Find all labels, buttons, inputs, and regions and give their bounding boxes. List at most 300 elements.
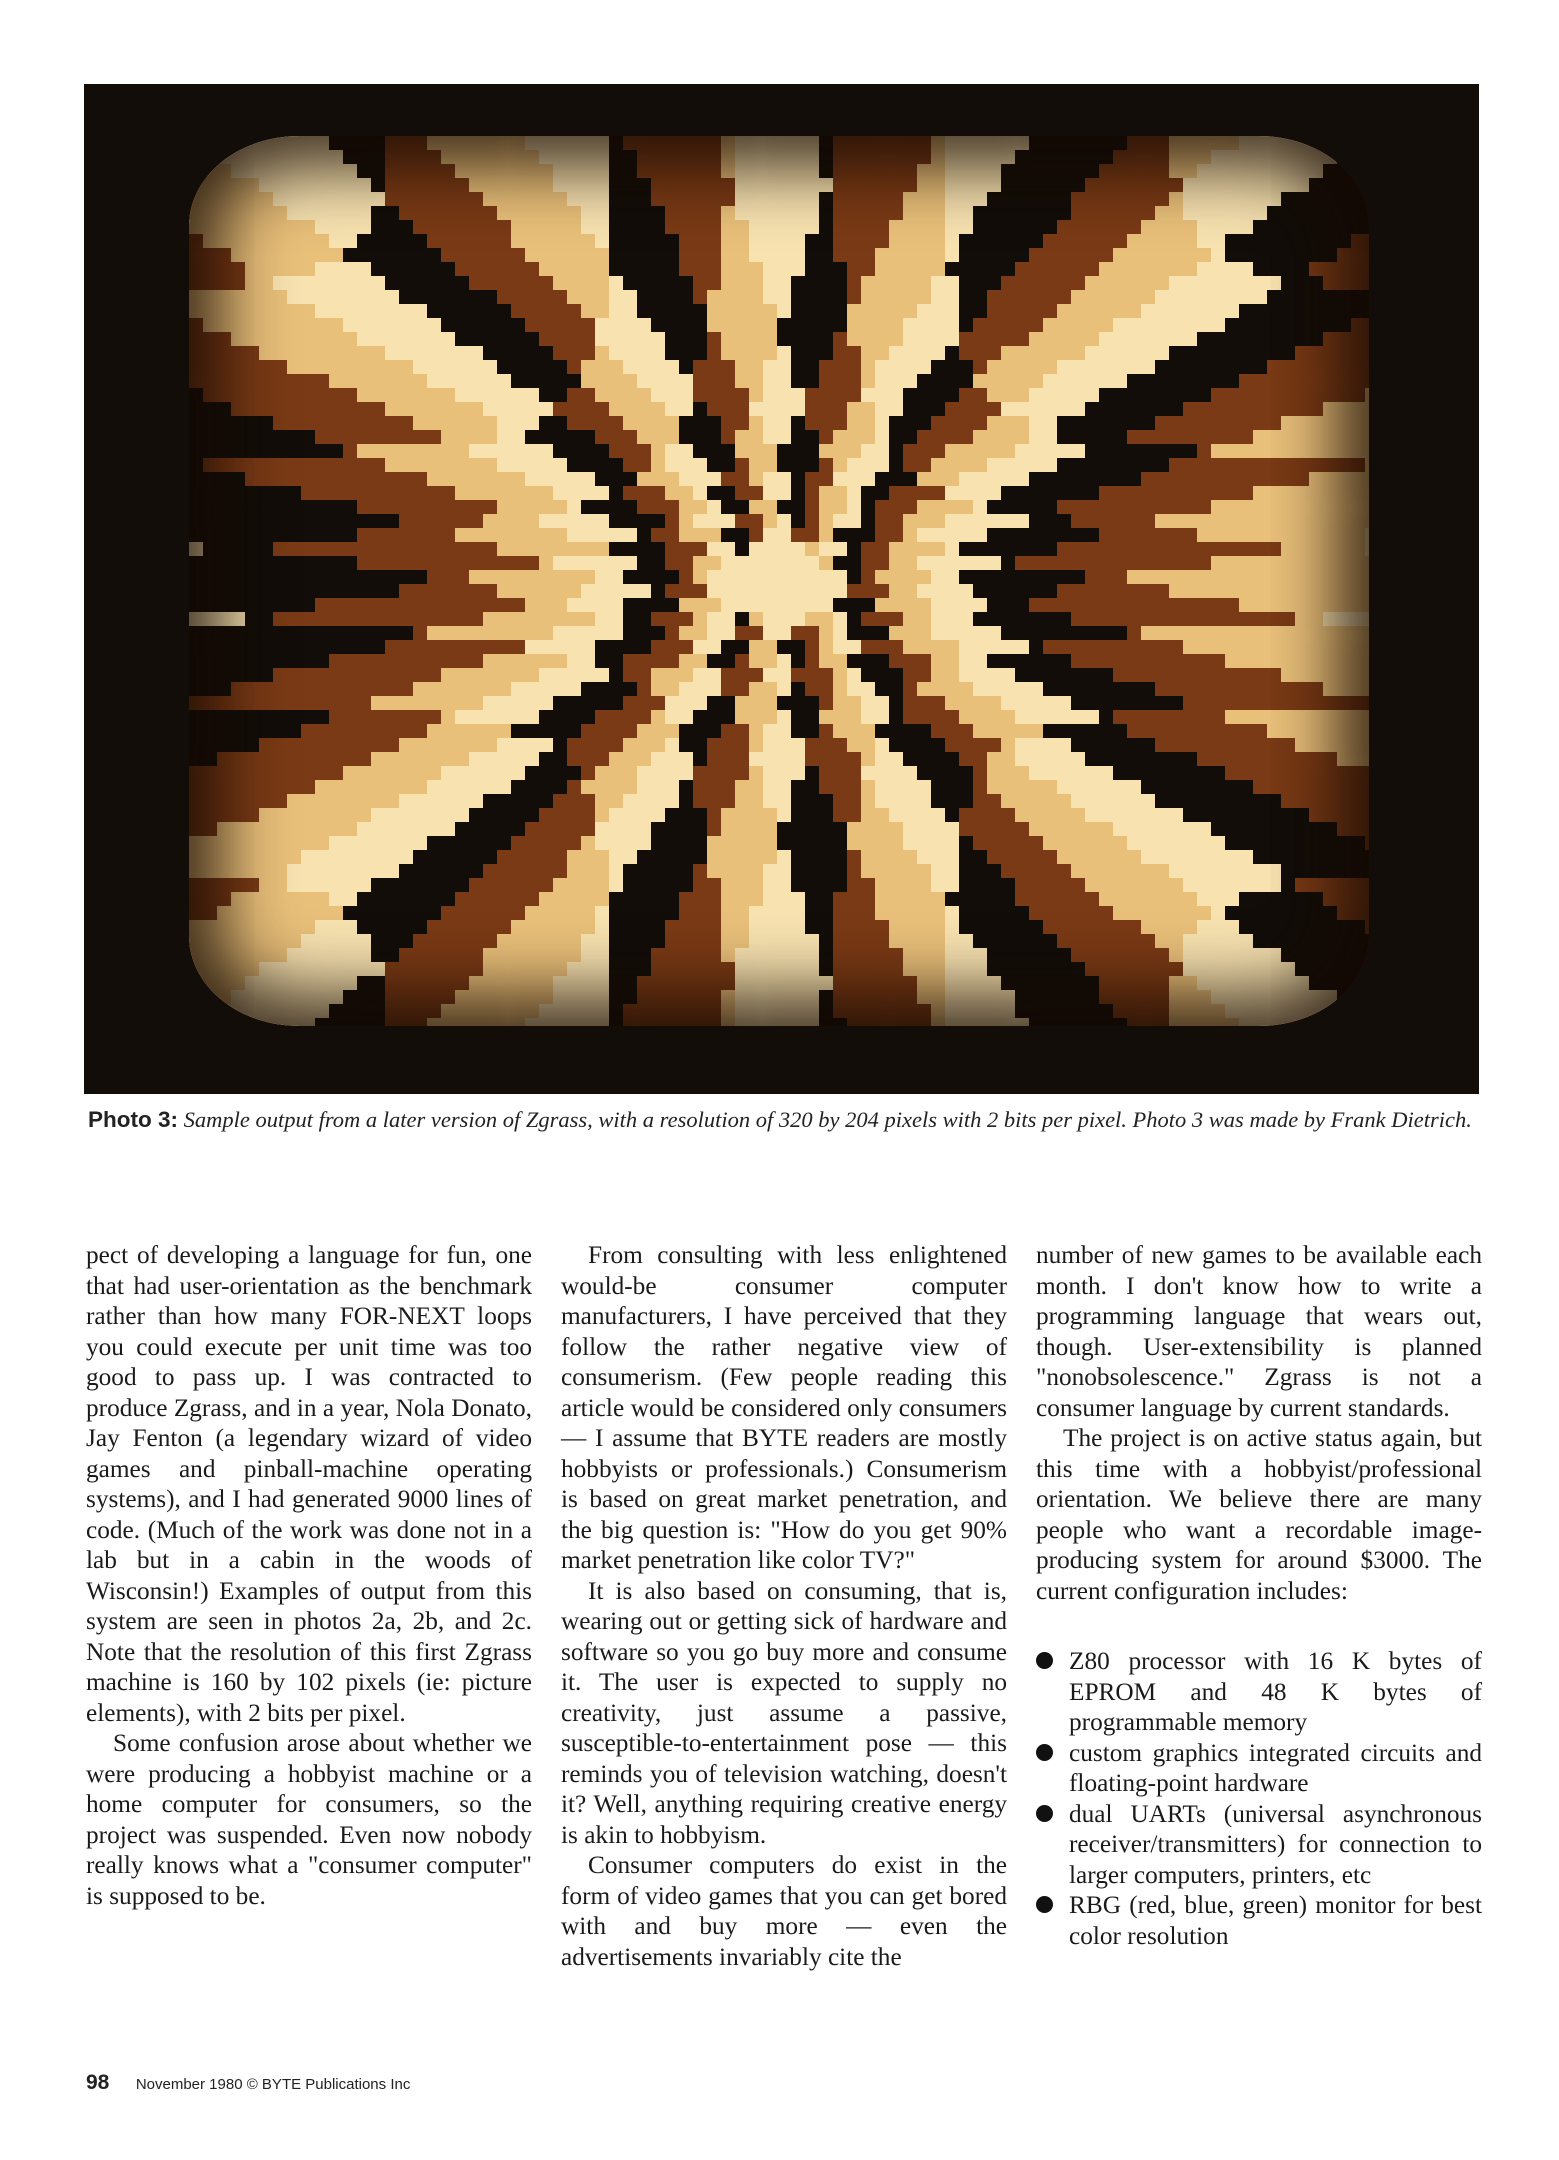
pattern-pixel: [847, 752, 861, 766]
pattern-pixel: [1071, 402, 1085, 416]
pattern-pixel: [763, 822, 777, 836]
pattern-pixel: [287, 584, 301, 598]
pattern-pixel: [273, 626, 287, 640]
pattern-pixel: [413, 892, 427, 906]
pattern-pixel: [189, 332, 203, 346]
pattern-pixel: [259, 696, 273, 710]
pattern-pixel: [427, 696, 441, 710]
pattern-pixel: [1043, 710, 1057, 724]
pattern-pixel: [805, 472, 819, 486]
pattern-pixel: [259, 234, 273, 248]
pattern-pixel: [931, 248, 945, 262]
pattern-pixel: [721, 696, 735, 710]
pattern-pixel: [385, 472, 399, 486]
pattern-pixel: [735, 500, 749, 514]
pattern-pixel: [259, 808, 273, 822]
pattern-pixel: [721, 276, 735, 290]
pattern-pixel: [1239, 444, 1253, 458]
pattern-pixel: [1001, 878, 1015, 892]
pattern-pixel: [525, 864, 539, 878]
pattern-pixel: [441, 850, 455, 864]
pattern-pixel: [1183, 430, 1197, 444]
pattern-pixel: [427, 234, 441, 248]
pattern-pixel: [497, 192, 511, 206]
pattern-pixel: [1085, 654, 1099, 668]
pattern-pixel: [1029, 136, 1043, 150]
pattern-pixel: [301, 612, 315, 626]
pattern-pixel: [1001, 164, 1015, 178]
pattern-pixel: [315, 626, 329, 640]
pattern-pixel: [203, 374, 217, 388]
pattern-pixel: [343, 808, 357, 822]
pattern-pixel: [1253, 136, 1267, 150]
pattern-pixel: [707, 654, 721, 668]
pattern-pixel: [1183, 388, 1197, 402]
pattern-pixel: [1043, 850, 1057, 864]
pattern-pixel: [847, 556, 861, 570]
pattern-pixel: [1323, 318, 1337, 332]
pattern-pixel: [1295, 668, 1309, 682]
pattern-pixel: [371, 934, 385, 948]
pattern-pixel: [1253, 542, 1267, 556]
pattern-pixel: [413, 374, 427, 388]
pattern-pixel: [1029, 220, 1043, 234]
pattern-pixel: [609, 430, 623, 444]
pattern-pixel: [1015, 542, 1029, 556]
pattern-pixel: [721, 892, 735, 906]
pattern-pixel: [1057, 598, 1071, 612]
pattern-pixel: [1113, 528, 1127, 542]
pattern-pixel: [385, 766, 399, 780]
pattern-pixel: [861, 472, 875, 486]
pattern-pixel: [721, 178, 735, 192]
pattern-pixel: [679, 696, 693, 710]
pattern-pixel: [525, 318, 539, 332]
pattern-pixel: [609, 556, 623, 570]
pattern-pixel: [833, 402, 847, 416]
pattern-pixel: [1155, 710, 1169, 724]
pattern-pixel: [1197, 290, 1211, 304]
pattern-pixel: [609, 416, 623, 430]
pattern-pixel: [693, 878, 707, 892]
pattern-pixel: [1099, 682, 1113, 696]
pattern-pixel: [343, 388, 357, 402]
pattern-pixel: [917, 388, 931, 402]
pattern-pixel: [1071, 850, 1085, 864]
pattern-pixel: [763, 290, 777, 304]
pattern-pixel: [1113, 360, 1127, 374]
pattern-pixel: [315, 220, 329, 234]
pattern-pixel: [945, 542, 959, 556]
pattern-pixel: [217, 682, 231, 696]
pattern-pixel: [1281, 374, 1295, 388]
pattern-pixel: [903, 374, 917, 388]
pattern-pixel: [385, 248, 399, 262]
pattern-pixel: [735, 836, 749, 850]
pattern-pixel: [483, 948, 497, 962]
pattern-pixel: [861, 318, 875, 332]
pattern-pixel: [679, 892, 693, 906]
pattern-pixel: [469, 710, 483, 724]
pattern-pixel: [889, 150, 903, 164]
pattern-pixel: [525, 430, 539, 444]
pattern-pixel: [231, 444, 245, 458]
pattern-pixel: [413, 178, 427, 192]
pattern-pixel: [427, 374, 441, 388]
pattern-pixel: [329, 318, 343, 332]
pattern-pixel: [287, 906, 301, 920]
pattern-pixel: [959, 724, 973, 738]
pattern-pixel: [1127, 906, 1141, 920]
pattern-pixel: [1281, 276, 1295, 290]
pattern-pixel: [413, 850, 427, 864]
pattern-pixel: [791, 444, 805, 458]
pattern-pixel: [1267, 822, 1281, 836]
pattern-pixel: [1113, 668, 1127, 682]
pattern-pixel: [497, 486, 511, 500]
pattern-pixel: [1071, 444, 1085, 458]
pattern-pixel: [1057, 822, 1071, 836]
pattern-pixel: [1155, 206, 1169, 220]
pattern-pixel: [1015, 472, 1029, 486]
pattern-pixel: [1141, 500, 1155, 514]
pattern-pixel: [525, 654, 539, 668]
pattern-pixel: [539, 724, 553, 738]
pattern-pixel: [721, 262, 735, 276]
pattern-pixel: [847, 920, 861, 934]
pattern-pixel: [385, 150, 399, 164]
pattern-pixel: [413, 346, 427, 360]
pattern-pixel: [1183, 696, 1197, 710]
pattern-pixel: [483, 570, 497, 584]
pattern-pixel: [385, 220, 399, 234]
pattern-pixel: [819, 304, 833, 318]
pattern-pixel: [1267, 388, 1281, 402]
pattern-pixel: [833, 542, 847, 556]
pattern-pixel: [245, 500, 259, 514]
pattern-pixel: [525, 346, 539, 360]
pattern-pixel: [903, 836, 917, 850]
pattern-pixel: [595, 934, 609, 948]
pattern-pixel: [1127, 206, 1141, 220]
pattern-pixel: [1141, 934, 1155, 948]
pattern-pixel: [833, 836, 847, 850]
pattern-pixel: [735, 724, 749, 738]
pattern-pixel: [259, 402, 273, 416]
pattern-pixel: [1183, 150, 1197, 164]
pattern-pixel: [1001, 668, 1015, 682]
pattern-pixel: [1099, 822, 1113, 836]
pattern-pixel: [1043, 920, 1057, 934]
pattern-pixel: [1085, 640, 1099, 654]
pattern-pixel: [707, 136, 721, 150]
pattern-pixel: [371, 332, 385, 346]
pattern-pixel: [469, 640, 483, 654]
pattern-pixel: [1085, 836, 1099, 850]
pattern-pixel: [273, 360, 287, 374]
pattern-pixel: [273, 920, 287, 934]
pattern-pixel: [581, 164, 595, 178]
pattern-pixel: [833, 822, 847, 836]
pattern-pixel: [819, 136, 833, 150]
pattern-pixel: [329, 500, 343, 514]
pattern-pixel: [707, 542, 721, 556]
pattern-pixel: [1085, 738, 1099, 752]
pattern-pixel: [665, 500, 679, 514]
pattern-pixel: [987, 682, 1001, 696]
pattern-pixel: [1085, 402, 1099, 416]
pattern-pixel: [525, 164, 539, 178]
pattern-pixel: [497, 444, 511, 458]
pattern-pixel: [945, 766, 959, 780]
pattern-pixel: [791, 864, 805, 878]
pattern-pixel: [441, 570, 455, 584]
pattern-pixel: [455, 318, 469, 332]
pattern-pixel: [441, 696, 455, 710]
pattern-pixel: [735, 696, 749, 710]
pattern-pixel: [1365, 920, 1369, 934]
pattern-pixel: [413, 360, 427, 374]
pattern-pixel: [679, 178, 693, 192]
pattern-pixel: [1323, 682, 1337, 696]
pattern-pixel: [651, 276, 665, 290]
pattern-pixel: [805, 598, 819, 612]
pattern-pixel: [763, 500, 777, 514]
pattern-pixel: [1029, 514, 1043, 528]
pattern-pixel: [805, 906, 819, 920]
pattern-pixel: [511, 710, 525, 724]
pattern-pixel: [847, 486, 861, 500]
pattern-pixel: [875, 262, 889, 276]
pattern-pixel: [1197, 136, 1211, 150]
pattern-pixel: [945, 934, 959, 948]
pattern-pixel: [693, 850, 707, 864]
pattern-pixel: [819, 220, 833, 234]
pattern-pixel: [763, 178, 777, 192]
pattern-pixel: [1043, 360, 1057, 374]
pattern-pixel: [231, 290, 245, 304]
pattern-pixel: [693, 864, 707, 878]
pattern-pixel: [931, 164, 945, 178]
pattern-pixel: [441, 556, 455, 570]
pattern-pixel: [777, 598, 791, 612]
pattern-pixel: [343, 430, 357, 444]
pattern-pixel: [427, 430, 441, 444]
pattern-pixel: [1239, 934, 1253, 948]
pattern-pixel: [693, 682, 707, 696]
pattern-pixel: [819, 542, 833, 556]
pattern-pixel: [1043, 878, 1057, 892]
pattern-pixel: [343, 570, 357, 584]
pattern-pixel: [1239, 430, 1253, 444]
pattern-pixel: [539, 220, 553, 234]
pattern-pixel: [455, 220, 469, 234]
pattern-pixel: [455, 570, 469, 584]
pattern-pixel: [1253, 374, 1267, 388]
pattern-pixel: [609, 766, 623, 780]
pattern-pixel: [665, 724, 679, 738]
pattern-pixel: [1365, 444, 1369, 458]
pattern-pixel: [595, 738, 609, 752]
pattern-pixel: [329, 696, 343, 710]
pattern-pixel: [749, 934, 763, 948]
pattern-pixel: [1169, 444, 1183, 458]
pattern-pixel: [231, 234, 245, 248]
pattern-pixel: [1225, 444, 1239, 458]
pattern-pixel: [1267, 304, 1281, 318]
pattern-pixel: [861, 948, 875, 962]
pattern-pixel: [721, 248, 735, 262]
pattern-pixel: [833, 626, 847, 640]
pattern-pixel: [1337, 150, 1351, 164]
pattern-pixel: [1029, 794, 1043, 808]
pattern-pixel: [203, 276, 217, 290]
pattern-pixel: [1239, 402, 1253, 416]
pattern-pixel: [819, 556, 833, 570]
pattern-pixel: [399, 822, 413, 836]
pattern-pixel: [973, 150, 987, 164]
pattern-pixel: [651, 780, 665, 794]
pattern-pixel: [1085, 864, 1099, 878]
pattern-pixel: [1029, 332, 1043, 346]
pattern-pixel: [637, 836, 651, 850]
pattern-pixel: [1267, 458, 1281, 472]
pattern-pixel: [665, 150, 679, 164]
pattern-pixel: [329, 206, 343, 220]
pattern-pixel: [1225, 850, 1239, 864]
pattern-pixel: [959, 402, 973, 416]
pattern-pixel: [805, 738, 819, 752]
pattern-pixel: [693, 780, 707, 794]
pattern-pixel: [399, 598, 413, 612]
pattern-pixel: [1015, 920, 1029, 934]
pattern-pixel: [1211, 402, 1225, 416]
pattern-pixel: [861, 500, 875, 514]
pattern-pixel: [483, 430, 497, 444]
pattern-pixel: [441, 430, 455, 444]
pattern-pixel: [847, 682, 861, 696]
pattern-pixel: [385, 612, 399, 626]
pattern-pixel: [259, 920, 273, 934]
pattern-pixel: [315, 654, 329, 668]
pattern-pixel: [623, 794, 637, 808]
pattern-pixel: [637, 360, 651, 374]
pattern-pixel: [511, 864, 525, 878]
pattern-pixel: [385, 542, 399, 556]
pattern-pixel: [1309, 906, 1323, 920]
pattern-pixel: [231, 500, 245, 514]
pattern-pixel: [693, 374, 707, 388]
pattern-pixel: [707, 766, 721, 780]
pattern-pixel: [1211, 556, 1225, 570]
pattern-pixel: [749, 514, 763, 528]
pattern-pixel: [427, 780, 441, 794]
pattern-pixel: [777, 654, 791, 668]
pattern-pixel: [273, 836, 287, 850]
pattern-pixel: [847, 430, 861, 444]
pattern-pixel: [707, 836, 721, 850]
pattern-pixel: [805, 570, 819, 584]
pattern-pixel: [1211, 262, 1225, 276]
pattern-pixel: [329, 892, 343, 906]
pattern-pixel: [343, 416, 357, 430]
pattern-pixel: [819, 570, 833, 584]
pattern-pixel: [917, 192, 931, 206]
pattern-pixel: [1127, 262, 1141, 276]
pattern-pixel: [497, 948, 511, 962]
pattern-pixel: [1113, 556, 1127, 570]
pattern-pixel: [1281, 654, 1295, 668]
pattern-pixel: [917, 304, 931, 318]
pattern-pixel: [287, 640, 301, 654]
pattern-pixel: [805, 822, 819, 836]
pattern-pixel: [1169, 500, 1183, 514]
pattern-pixel: [1323, 920, 1337, 934]
pattern-pixel: [1141, 234, 1155, 248]
pattern-pixel: [231, 570, 245, 584]
pattern-pixel: [1351, 360, 1365, 374]
pattern-pixel: [637, 206, 651, 220]
pattern-pixel: [805, 556, 819, 570]
pattern-pixel: [763, 276, 777, 290]
pattern-pixel: [875, 360, 889, 374]
pattern-pixel: [483, 794, 497, 808]
pattern-pixel: [287, 570, 301, 584]
pattern-pixel: [875, 290, 889, 304]
pattern-pixel: [455, 262, 469, 276]
pattern-pixel: [1099, 178, 1113, 192]
pattern-pixel: [343, 304, 357, 318]
pattern-pixel: [973, 710, 987, 724]
pattern-pixel: [749, 416, 763, 430]
pattern-pixel: [931, 654, 945, 668]
pattern-pixel: [679, 276, 693, 290]
pattern-pixel: [1365, 374, 1369, 388]
pattern-pixel: [203, 458, 217, 472]
pattern-pixel: [581, 738, 595, 752]
pattern-pixel: [1309, 514, 1323, 528]
pattern-pixel: [1141, 598, 1155, 612]
pattern-pixel: [1057, 920, 1071, 934]
pattern-pixel: [1309, 416, 1323, 430]
pattern-pixel: [399, 458, 413, 472]
pattern-pixel: [1057, 878, 1071, 892]
pattern-pixel: [987, 696, 1001, 710]
pattern-pixel: [889, 892, 903, 906]
pattern-pixel: [749, 948, 763, 962]
zgrass-pattern-image: [189, 136, 1369, 1026]
pattern-pixel: [203, 360, 217, 374]
pattern-pixel: [749, 738, 763, 752]
pattern-pixel: [651, 220, 665, 234]
pattern-pixel: [749, 752, 763, 766]
pattern-pixel: [1057, 346, 1071, 360]
pattern-pixel: [301, 878, 315, 892]
pattern-pixel: [1281, 836, 1295, 850]
pattern-pixel: [371, 724, 385, 738]
pattern-pixel: [833, 514, 847, 528]
pattern-pixel: [917, 234, 931, 248]
pattern-pixel: [455, 332, 469, 346]
pattern-pixel: [1197, 458, 1211, 472]
pattern-pixel: [1071, 458, 1085, 472]
pattern-pixel: [1127, 192, 1141, 206]
pattern-pixel: [581, 136, 595, 150]
pattern-pixel: [259, 766, 273, 780]
pattern-pixel: [833, 724, 847, 738]
pattern-pixel: [245, 682, 259, 696]
pattern-pixel: [301, 290, 315, 304]
